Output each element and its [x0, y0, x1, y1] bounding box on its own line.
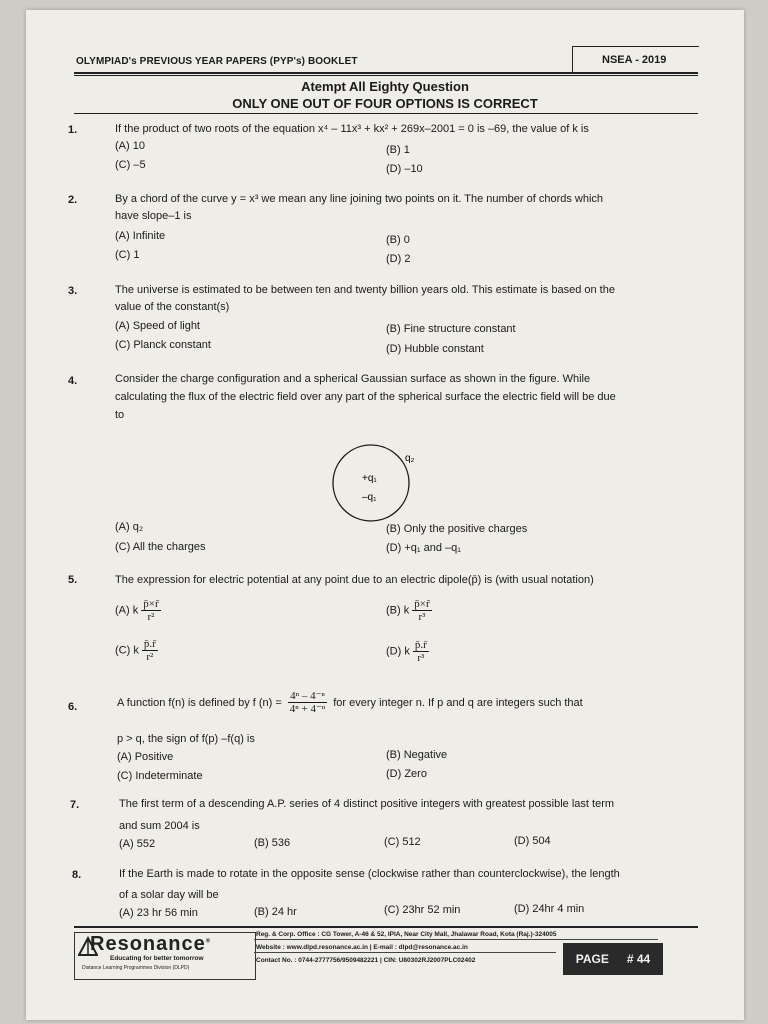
question-text-line-2: calculating the flux of the electric field over any part of the spherical surface the electric field will be due: [115, 391, 616, 403]
question-text-line-1: The universe is estimated to be between ten and twenty billion years old. This estimate is based on the: [115, 284, 615, 296]
question-text-line-2: of a solar day will be: [119, 889, 219, 901]
option-d: (D) –10: [386, 163, 423, 175]
fraction-denominator: r²: [147, 611, 155, 623]
question-text: If the product of two roots of the equation x⁴ – 11x³ + kx² + 269x–2001 = 0 is –69, the value of k is: [115, 123, 589, 135]
charge-minus-q1: –q₁: [362, 492, 377, 503]
header-rule: [74, 72, 698, 74]
question-text: The expression for electric potential at any point due to an electric dipole(p̄) is (with usual notation): [115, 574, 594, 586]
option-b: (B) 1: [386, 144, 410, 156]
option-c: [115, 638, 158, 663]
question-text-line-2: and sum 2004 is: [119, 820, 200, 832]
question-text-line-2: have slope–1 is: [115, 210, 192, 222]
page-sheet: [26, 10, 744, 1020]
charge-q2: q₂: [405, 453, 415, 464]
option-b: (B) 536: [254, 837, 291, 849]
question-text-line-1: The first term of a descending A.P. series of 4 distinct positive integers with greatest possible last term: [119, 798, 615, 810]
question-number: 5.: [68, 574, 78, 586]
question-number: 8.: [72, 869, 82, 881]
option-b: (B) Fine structure constant: [386, 323, 516, 335]
option-label: (A) k: [115, 604, 139, 617]
option-c: (C) All the charges: [115, 541, 206, 553]
question-text-line-2: p > q, the sign of f(p) –f(q) is: [117, 733, 255, 745]
fraction-numerator: p̄.r̄: [414, 639, 427, 651]
option-c: (C) 512: [384, 836, 421, 848]
question-text-pre: A function f(n) is defined by f (n) =: [117, 696, 282, 709]
option-b: (B) 0: [386, 234, 410, 246]
question-text-line-3: to: [115, 409, 125, 421]
option-a: (A) 552: [119, 838, 156, 850]
fraction-numerator: p̄×r̄: [414, 598, 430, 610]
option-d: (D) 2: [386, 253, 411, 265]
option-a: (A) q₂: [115, 521, 144, 533]
option-a: (A) Positive: [117, 751, 174, 763]
logo-wordmark: Resonance®: [90, 933, 212, 955]
option-c: (C) Planck constant: [115, 339, 211, 351]
option-d: (D) 24hr 4 min: [514, 903, 585, 915]
option-a: (A) Speed of light: [115, 320, 200, 332]
option-b: (B) Only the positive charges: [386, 523, 528, 535]
instruction-line-2: ONLY ONE OUT OF FOUR OPTIONS IS CORRECT: [232, 96, 538, 111]
question-text-line-1: By a chord of the curve y = x³ we mean any line joining two points on it. The number of chords which: [115, 193, 604, 205]
option-a: (A) Infinite: [115, 230, 166, 242]
question-text-post: for every integer n. If p and q are integers such that: [333, 696, 583, 709]
page-label: PAGE: [575, 952, 609, 966]
question-number: 7.: [70, 799, 80, 811]
header-rule-thin: [74, 75, 698, 76]
option-d: [386, 639, 429, 664]
question-text-line-1: If the Earth is made to rotate in the opposite sense (clockwise rather than counterclockwise), the length: [119, 868, 620, 880]
option-c: (C) –5: [115, 159, 146, 171]
instruction-line-1: Atempt All Eighty Question: [301, 79, 469, 94]
fraction-numerator: p̄.r̄: [143, 638, 156, 650]
option-d: (D) +q₁ and –q₁: [386, 542, 461, 554]
page-number-box: [563, 943, 663, 975]
fraction-numerator: 4ⁿ – 4⁻ⁿ: [290, 690, 325, 702]
option-c: (C) Indeterminate: [117, 770, 203, 782]
footer-rule: [74, 926, 698, 928]
fraction-denominator: 4ⁿ + 4⁻ⁿ: [289, 703, 326, 715]
option-b: (B) Negative: [386, 749, 448, 761]
option-c: (C) 1: [115, 249, 140, 261]
question-text-line-2: value of the constant(s): [115, 301, 230, 313]
contact-info: Contact No. : 0744-2777756/9509482221 | CIN: U80302RJ2007PLC02402: [256, 957, 476, 964]
page-number: # 44: [626, 952, 651, 966]
question-number: 3.: [68, 285, 78, 297]
option-d: (D) Zero: [386, 768, 427, 780]
question-number: 4.: [68, 375, 78, 387]
question-number: 1.: [68, 124, 78, 136]
option-a: (A) 23 hr 56 min: [119, 907, 198, 919]
option-b: (B) 24 hr: [254, 906, 297, 918]
option-a: [115, 598, 161, 623]
exam-title: NSEA - 2019: [602, 54, 667, 66]
fraction-denominator: r³: [418, 611, 426, 623]
question-number: 2.: [68, 194, 78, 206]
fraction-denominator: r³: [417, 652, 425, 664]
fraction-numerator: p̄×r̄: [143, 598, 159, 610]
logo-division: Distance Learning Programmes Division (DLPD): [82, 965, 190, 971]
option-a: (A) 10: [115, 140, 145, 152]
question-text-line-1: Consider the charge configuration and a spherical Gaussian surface as shown in the figure. While: [115, 373, 591, 385]
question-text-line-1: [117, 690, 707, 715]
logo-registered-mark: ®: [205, 938, 212, 945]
option-d: (D) Hubble constant: [386, 343, 484, 355]
fraction-denominator: r²: [146, 651, 154, 663]
option-d: (D) 504: [514, 835, 551, 847]
charge-plus-q1: +q₁: [362, 473, 377, 484]
website-email: Website : www.dlpd.resonance.ac.in | E-mail : dlpd@resonance.ac.in: [254, 943, 556, 953]
instruction-rule: [74, 113, 698, 114]
booklet-title: OLYMPIAD's PREVIOUS YEAR PAPERS (PYP's) BOOKLET: [76, 56, 358, 67]
option-label: (D) k: [386, 645, 410, 658]
question-number: 6.: [68, 701, 78, 713]
office-address: Reg. & Corp. Office : CG Tower, A-46 & 52, IPIA, Near City Mall, Jhalawar Road, Kota (Raj.)-324005: [254, 930, 658, 940]
option-c: (C) 23hr 52 min: [384, 904, 461, 916]
logo-tagline: Educating for better tomorrow: [110, 955, 204, 962]
option-label: (C) k: [115, 644, 139, 657]
gaussian-surface-figure: [326, 438, 446, 526]
option-label: (B) k: [386, 604, 410, 617]
option-b: [386, 598, 432, 623]
